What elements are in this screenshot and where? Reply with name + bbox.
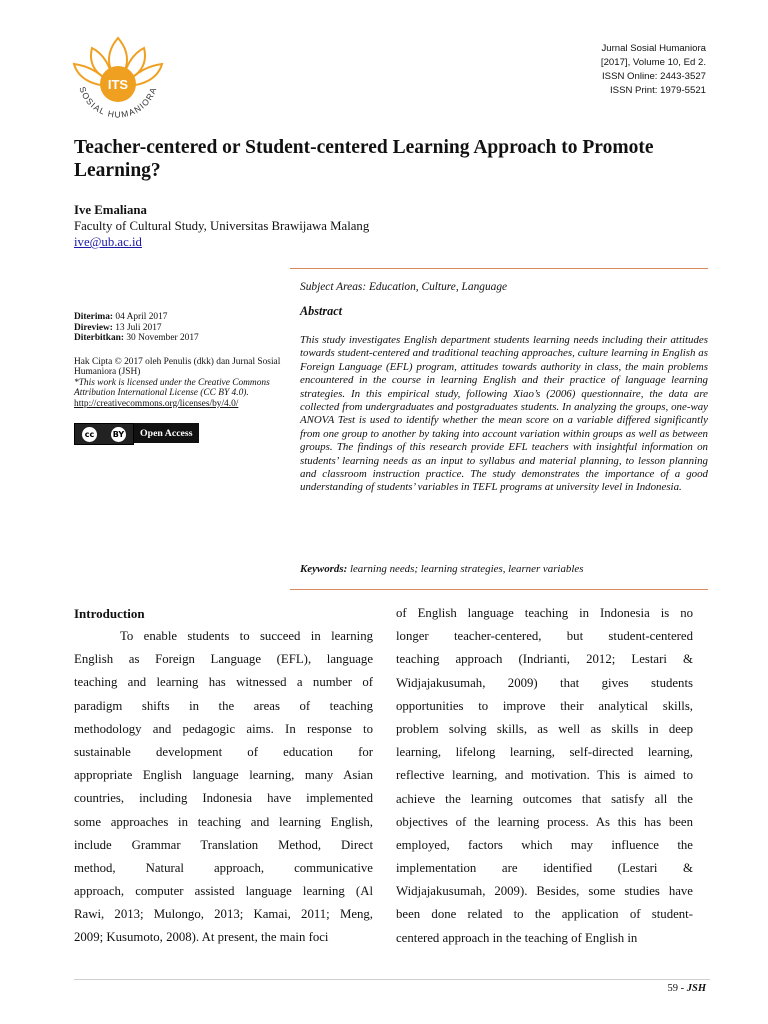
body-text-line: centered approach in the teaching of English in <box>396 930 638 945</box>
by-icon: BY <box>111 427 126 442</box>
body-text-line: appropriate English language learning, many Asian <box>74 768 373 783</box>
copyright-text: Hak Cipta © 2017 oleh Penulis (dkk) dan Jurnal Sosial Humaniora (JSH) <box>74 357 281 378</box>
article-title: Teacher-centered or Student-centered Learning Approach to Promote Learning? <box>74 137 654 181</box>
body-text-line: implementation are identified (Lestari & <box>396 861 693 876</box>
body-text-line: teaching approach (Indrianti, 2012; Lestari & <box>396 652 693 667</box>
abstract-heading: Abstract <box>300 304 342 318</box>
footer-divider <box>74 979 710 980</box>
published-date <box>74 333 199 344</box>
body-text-line: problem solving skills, as well as skills in deep <box>396 721 693 736</box>
body-text-line: learning, lifelong learning, self-directed learning, <box>396 745 693 760</box>
cc-icon: cc <box>82 427 97 442</box>
author-affiliation: Faculty of Cultural Study, Universitas Brawijawa Malang <box>74 219 370 233</box>
body-text-line: 2009; Kusumoto, 2008). At present, the main foci <box>74 930 329 945</box>
issn-online: ISSN Online: 2443-3527 <box>602 71 706 82</box>
received-value: 04 April 2017 <box>115 312 168 322</box>
journal-info <box>601 42 706 98</box>
received-label: Diterima: <box>74 312 114 322</box>
body-text-line: teaching and learning has witnessed a number of <box>74 675 373 690</box>
keywords-label: Keywords: <box>300 563 348 575</box>
body-text-line: paradigm shifts in the areas of teaching <box>74 698 373 713</box>
keywords <box>300 563 583 575</box>
introduction-heading: Introduction <box>74 606 145 621</box>
reviewed-value: 13 Juli 2017 <box>115 322 162 333</box>
license-text: *This work is licensed under the Creative Commons Attribution International License (CC BY 4.0). <box>74 377 270 399</box>
journal-logo <box>62 30 174 130</box>
body-text-line: longer teacher-centered, but student-centered <box>396 629 693 644</box>
author-name: Ive Emaliana <box>74 203 147 217</box>
journal-name: Jurnal Sosial Humaniora <box>601 43 706 54</box>
page-footer <box>667 983 706 994</box>
journal-volume: [2017], Volume 10, Ed 2. <box>600 57 706 68</box>
published-value: 30 November 2017 <box>126 333 199 344</box>
license-block <box>74 357 290 409</box>
body-text-line: of English language teaching in Indonesia is no <box>396 606 693 620</box>
body-text-line: employed, factors which may influence the <box>396 837 693 852</box>
lotus-icon <box>62 30 174 130</box>
body-text-line: method, Natural approach, communicative <box>74 860 373 875</box>
body-text-line: English as Foreign Language (EFL), language <box>74 652 373 667</box>
body-text-line: countries, including Indonesia have implemented <box>74 791 373 806</box>
logo-text: ITS <box>107 77 129 92</box>
footer-separator: - <box>680 983 685 994</box>
received-date <box>74 312 199 323</box>
body-text-line: methodology and pedagogic aims. In response to <box>74 721 373 736</box>
page-number: 59 <box>667 983 678 994</box>
author-email-link[interactable]: ive@ub.ac.id <box>74 235 142 249</box>
abstract-text: This study investigates English department students learning needs including their attitudes towards student-centered and traditional teaching approaches, culture learning in English as Foreign Language (EFL) program, attitudes towards authority in class, the main problems encountered in the course in learning English and their practice of language learning strategies. In this empirical study, following Xiao’s (2006) questionnaire, the data are collected from undergraduates and postgraduates students. In analyzing the groups, one-way ANOVA Test is used to identify whether the mean score on a variable differed significantly from one group to another by taking into account variation within groups as well as between groups. The findings of this research provide EFL teachers with insightful information on students’ learning needs as an input to syllabus and material planning, to lesson planning and classroom instruction practice. The study demonstrates the importance of a good understanding of students’ variables in TEFL programs at university level in Indonesia. <box>300 334 708 494</box>
subject-areas: Subject Areas: Education, Culture, Language <box>300 281 508 293</box>
body-text-line: Rawi, 2013; Mulongo, 2013; Kamai, 2011; Meng, <box>74 907 373 922</box>
body-text-line: approach, computer assisted language learning (Al <box>74 884 373 899</box>
cc-by-badge[interactable] <box>74 423 134 445</box>
article-dates <box>74 312 199 344</box>
logo-arc-text: SOSIAL HUMANIORA <box>77 85 159 120</box>
reviewed-label: Direview: <box>74 322 113 333</box>
license-link[interactable]: http://creativecommons.org/licenses/by/4.0/ <box>74 398 239 409</box>
body-text-line: achieve the learning outcomes that satisfy all the <box>396 791 693 806</box>
body-text-line: been done related to the application of student- <box>396 907 693 922</box>
body-text-line: include Grammar Translation Method, Direct <box>74 837 373 852</box>
published-label: Diterbitkan: <box>74 333 124 344</box>
body-text-line: objectives of the learning process. As this has been <box>396 814 693 829</box>
body-text-line: Widjajakusumah, 2009) that gives students <box>396 675 693 690</box>
issn-print: ISSN Print: 1979-5521 <box>610 85 706 96</box>
open-access-badge: Open Access <box>134 423 199 443</box>
body-text-line: To enable students to succeed in learning <box>120 629 373 643</box>
body-text-line: some approaches in teaching and learning English, <box>74 814 373 829</box>
body-text-line: opportunities to improve their analytical skills, <box>396 698 693 713</box>
divider-bottom <box>290 589 708 590</box>
body-text-line: reflective learning, and motivation. This is aimed to <box>396 768 693 783</box>
footer-journal: JSH <box>686 983 706 994</box>
divider-top <box>290 268 708 269</box>
body-column-right <box>396 602 693 950</box>
reviewed-date <box>74 323 199 334</box>
keywords-text: learning needs; learning strategies, learner variables <box>349 563 584 575</box>
body-text-line: sustainable development of education for <box>74 744 373 759</box>
body-text-line: Widjajakusumah, 2009). Besides, some studies have <box>396 884 693 899</box>
body-column-left <box>74 625 373 950</box>
